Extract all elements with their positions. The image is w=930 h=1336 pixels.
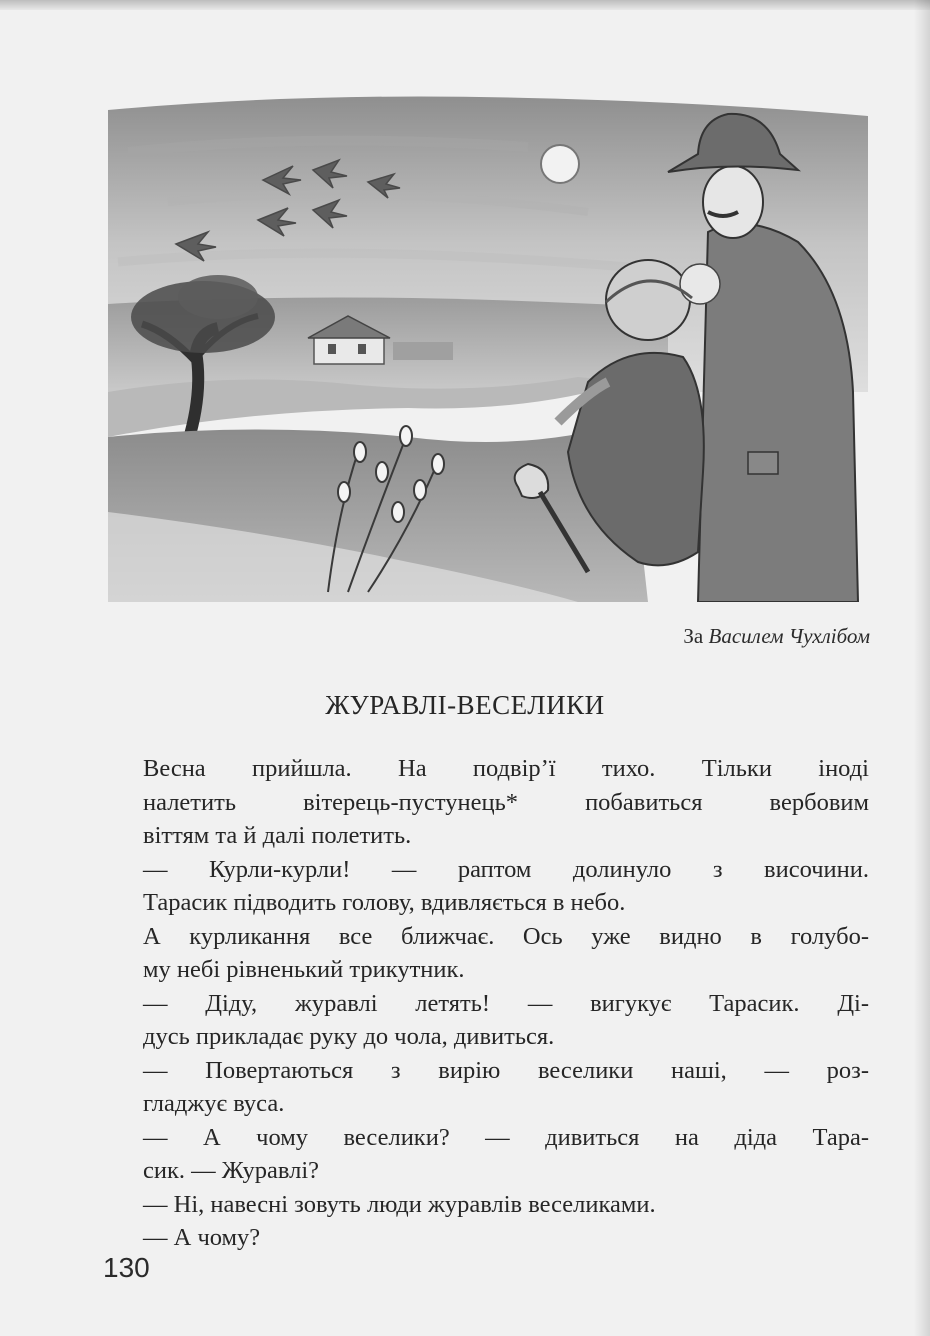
page-top-edge xyxy=(0,0,930,10)
text-line: дусь прикладає руку до чола, дивиться. xyxy=(143,1023,555,1050)
paragraph xyxy=(103,1221,869,1255)
story-text xyxy=(103,752,869,1255)
text-line: налетить вітерець-пустунець* побавиться вербовим xyxy=(143,788,869,816)
paragraph xyxy=(103,920,869,987)
text-line: му небі рівненький трикутник. xyxy=(143,956,465,983)
text-line: — Діду, журавлі летять! — вигукує Тарасик. Ді- xyxy=(143,989,869,1017)
story-illustration xyxy=(108,92,868,602)
text-line: — А чому? xyxy=(143,1224,261,1251)
text-line: А курликання все ближчає. Ось уже видно в голубо- xyxy=(143,922,869,950)
text-line: сик. — Журавлі? xyxy=(143,1157,320,1184)
paragraph xyxy=(103,752,869,853)
text-line: гладжує вуса. xyxy=(143,1090,285,1117)
text-line: — Повертаються з вирію веселики наші, — роз- xyxy=(143,1056,869,1084)
paragraph xyxy=(103,853,869,920)
text-line: — Курли-курли! — раптом долинуло з височини. xyxy=(143,855,869,883)
text-line: — Ні, навесні зовуть люди журавлів веселиками. xyxy=(143,1190,656,1218)
attribution-prefix: За xyxy=(683,624,704,648)
paragraph xyxy=(103,1054,869,1121)
author-attribution xyxy=(683,624,870,649)
text-line: віттям та й далі полетить. xyxy=(143,822,412,849)
paragraph xyxy=(103,1188,869,1222)
paragraph xyxy=(103,987,869,1054)
story-title: ЖУРАВЛІ-ВЕСЕЛИКИ xyxy=(325,690,605,720)
attribution-author: Василем Чухлібом xyxy=(708,624,870,648)
paragraph xyxy=(103,1121,869,1188)
page-number: 130 xyxy=(103,1252,150,1283)
page-binding-shadow xyxy=(914,0,930,1336)
text-line: Тарасик підводить голову, вдивляється в небо. xyxy=(143,889,626,916)
text-line: — А чому веселики? — дивиться на діда Тара- xyxy=(143,1123,869,1151)
text-line: Весна прийшла. На подвір’ї тихо. Тільки іноді xyxy=(143,755,869,782)
